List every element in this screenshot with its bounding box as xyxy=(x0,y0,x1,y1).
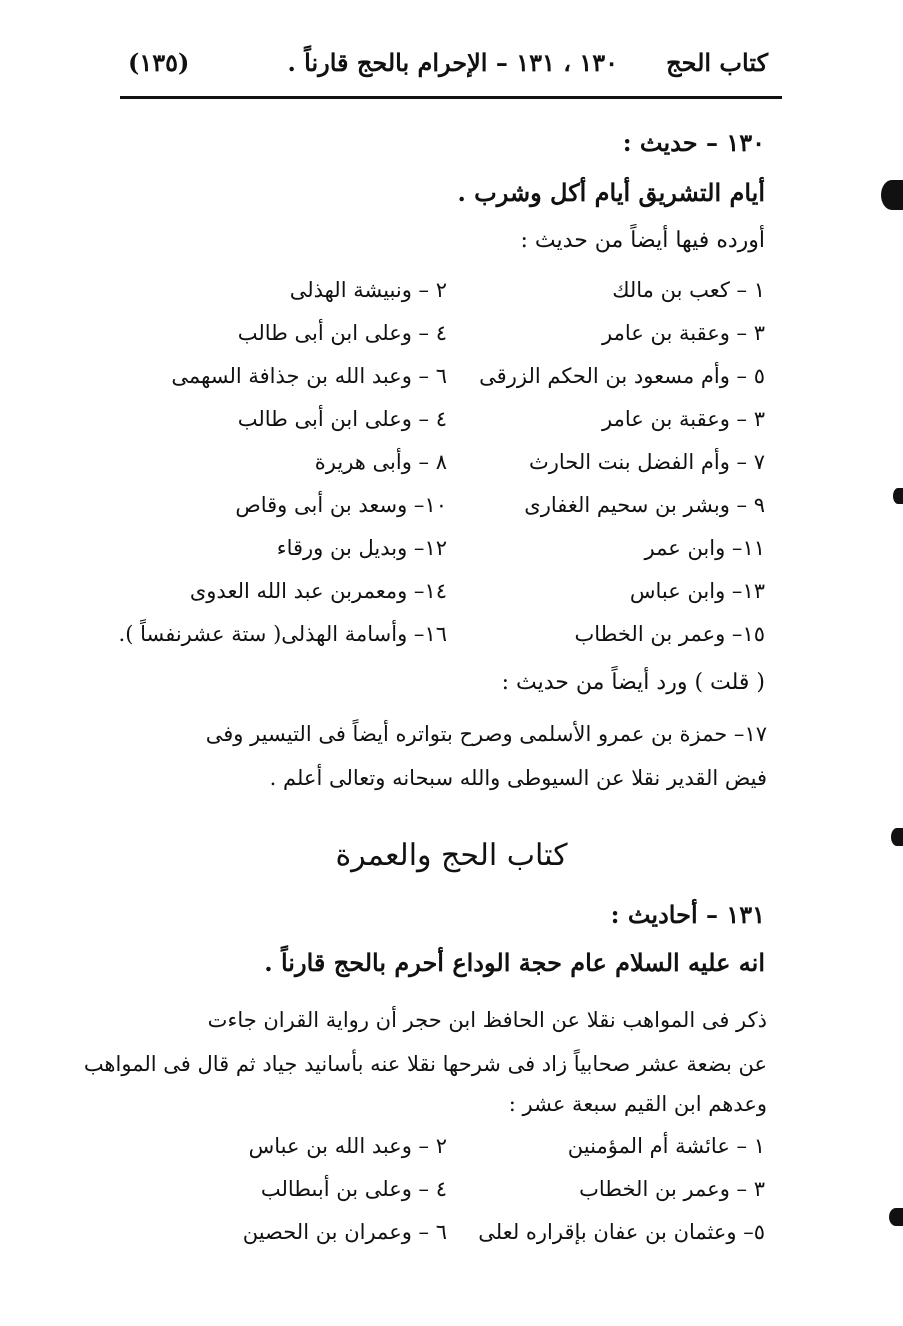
running-header xyxy=(128,42,768,86)
narrator-left: ٤ – وعلى ابن أبى طالب xyxy=(237,321,447,345)
list-item xyxy=(125,407,765,450)
narrator-right: ٥– وعثمان بن عفان بإقراره لعلى xyxy=(478,1220,765,1244)
narrator-right: ٣ – وعمر بن الخطاب xyxy=(579,1177,765,1201)
hadith-130-narrator-list xyxy=(118,278,765,665)
page-edge-mark xyxy=(889,1208,903,1226)
note-line: ١٧– حمزة بن عمرو الأسلمى وصرح بتواتره أيضاً فى التيسير وفى xyxy=(205,722,767,746)
list-item xyxy=(118,622,765,665)
narrator-right: ٣ – وعقبة بن عامر xyxy=(602,321,765,345)
list-item xyxy=(125,1177,765,1220)
hadith-130-intro: أورده فيها أيضاً من حديث : xyxy=(520,228,765,253)
narrator-right: ١ – كعب بن مالك xyxy=(612,278,765,302)
page-edge-mark xyxy=(893,488,903,504)
narrator-left: ٦ – وعمران بن الحصين xyxy=(242,1220,447,1244)
chapter-title: كتاب الحج والعمرة xyxy=(335,838,568,873)
body-line: وعدهم ابن القيم سبعة عشر : xyxy=(508,1092,767,1116)
list-item xyxy=(125,1220,765,1263)
hadith-130-heading: ١٣٠ – حديث : xyxy=(622,128,765,157)
narrator-right: ٣ – وعقبة بن عامر xyxy=(602,407,765,431)
hadith-131-text: انه عليه السلام عام حجة الوداع أحرم بالحج قارناً . xyxy=(264,948,765,977)
hadith-130-note xyxy=(125,712,767,800)
narrator-left: ٤ – وعلى ابن أبى طالب xyxy=(237,407,447,431)
list-item xyxy=(125,278,765,321)
body-line: ذكر فى المواهب نقلا عن الحافظ ابن حجر أن رواية القران جاءت xyxy=(207,1008,767,1032)
narrator-left: ٤ – وعلى بن أبىطالب xyxy=(260,1177,447,1201)
hadith-131-narrator-list xyxy=(125,1134,765,1263)
narrator-right: ٥ – وأم مسعود بن الحكم الزرقى xyxy=(479,364,765,388)
header-section-range: ١٣٠ ، ١٣١ – الإحرام بالحج قارناً . xyxy=(287,48,618,77)
narrator-left: ١٤– ومعمربن عبد الله العدوى xyxy=(189,579,447,603)
list-item xyxy=(125,1134,765,1177)
narrator-left: ٦ – وعبد الله بن جذافة السهمى xyxy=(171,364,447,388)
page-edge-mark xyxy=(891,828,903,846)
page-edge-mark xyxy=(881,180,903,210)
narrator-right: ١١– وابن عمر xyxy=(644,536,765,560)
list-item xyxy=(125,321,765,364)
hadith-131-heading: ١٣١ – أحاديث : xyxy=(610,900,765,929)
narrator-left: ٨ – وأبى هريرة xyxy=(314,450,447,474)
narrator-right: ٩ – وبشر بن سحيم الغفارى xyxy=(524,493,765,517)
list-item xyxy=(125,536,765,579)
narrator-left: ١٦– وأسامة الهذلى( ستة عشرنفساً ). xyxy=(118,622,447,646)
narrator-left: ١٠– وسعد بن أبى وقاص xyxy=(235,493,447,517)
narrator-left: ٢ – ونبيشة الهذلى xyxy=(289,278,447,302)
page-number: (١٣٥) xyxy=(128,48,190,77)
header-book-title: كتاب الحج xyxy=(666,48,768,77)
narrator-right: ١٣– وابن عباس xyxy=(629,579,765,603)
header-rule xyxy=(120,96,782,99)
body-line: عن بضعة عشر صحابياً زاد فى شرحها نقلا عنه بأسانيد جياد ثم قال فى المواهب xyxy=(83,1052,767,1076)
list-item xyxy=(125,450,765,493)
note-line: فيض القدير نقلا عن السيوطى والله سبحانه وتعالى أعلم . xyxy=(269,766,767,790)
narrator-right: ٧ – وأم الفضل بنت الحارث xyxy=(528,450,765,474)
list-item xyxy=(125,364,765,407)
narrator-left: ٢ – وعبد الله بن عباس xyxy=(248,1134,447,1158)
narrator-right: ١٥– وعمر بن الخطاب xyxy=(574,622,765,646)
hadith-131-body xyxy=(83,998,767,1122)
narrator-left: ١٢– وبديل بن ورقاء xyxy=(276,536,447,560)
narrator-right: ١ – عائشة أم المؤمنين xyxy=(567,1134,765,1158)
hadith-130-text: أيام التشريق أيام أكل وشرب . xyxy=(457,178,765,207)
qult-line: ( قلت ) ورد أيضاً من حديث : xyxy=(501,670,765,695)
list-item xyxy=(125,493,765,536)
list-item xyxy=(125,579,765,622)
